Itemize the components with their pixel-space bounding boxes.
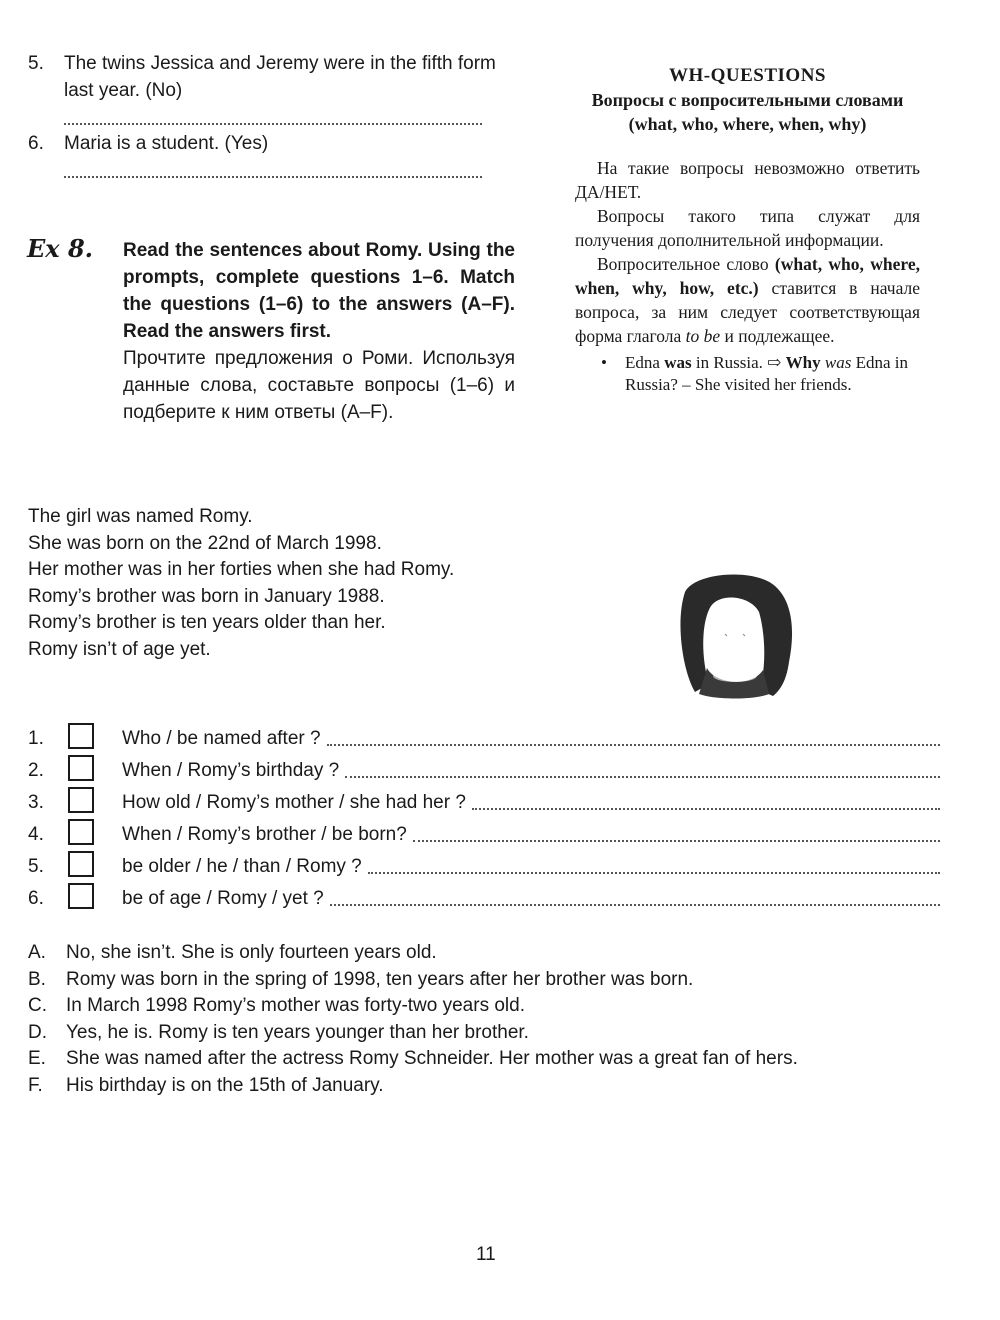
answer-checkbox[interactable] bbox=[68, 883, 94, 909]
question-number: 3. bbox=[28, 792, 44, 813]
bullet-icon: • bbox=[601, 353, 607, 372]
facts-list bbox=[28, 504, 454, 663]
question-prompt: be older / he / than / Romy ? bbox=[122, 856, 362, 877]
grammar-subtitle: Вопросы с вопросительными словами (what, who, where, when, why) bbox=[591, 90, 904, 134]
fact-line: Romy’s brother is ten years older than her. bbox=[28, 612, 386, 633]
item-text: Maria is a student. (Yes) bbox=[64, 133, 269, 154]
answer-line-5[interactable] bbox=[64, 123, 482, 125]
question-number: 6. bbox=[28, 888, 44, 909]
answer-line[interactable] bbox=[472, 808, 940, 810]
answer-item: C. In March 1998 Romy’s mother was forty-two years old. bbox=[28, 995, 525, 1017]
grammar-box bbox=[575, 64, 920, 396]
grammar-paragraph: На такие вопросы невозможно ответить ДА/НЕТ. bbox=[575, 158, 920, 202]
answer-item: A. No, she isn’t. She is only fourteen years old. bbox=[28, 942, 437, 963]
grammar-paragraph: Вопросительное слово (what, who, where, when, why, how, etc.) ставится в начале вопроса, за ним следует соответствующая форма глагола to be и подлежащее. bbox=[575, 254, 920, 346]
item-number: 6. bbox=[28, 133, 44, 154]
answers-list bbox=[28, 940, 798, 1100]
exercise-label: Ex 8. bbox=[27, 234, 94, 263]
question-number: 2. bbox=[28, 760, 44, 781]
arrow-right-icon: ⇨ bbox=[767, 353, 782, 372]
answer-item: E. She was named after the actress Romy Schneider. Her mother was a great fan of hers. bbox=[28, 1048, 798, 1070]
question-number: 1. bbox=[28, 728, 44, 749]
question-row bbox=[28, 720, 940, 752]
question-prompt: be of age / Romy / yet ? bbox=[122, 888, 324, 909]
fact-line: Romy’s brother was born in January 1988. bbox=[28, 585, 385, 607]
question-row bbox=[28, 848, 940, 880]
exercise-instructions bbox=[123, 237, 515, 426]
question-number: 5. bbox=[28, 856, 44, 877]
question-prompt: Who / be named after ? bbox=[122, 728, 321, 749]
exercise-item-6 bbox=[28, 130, 528, 157]
answer-checkbox[interactable] bbox=[68, 755, 94, 781]
answer-checkbox[interactable] bbox=[68, 819, 94, 845]
fact-line: She was born on the 22nd of March 1998. bbox=[28, 532, 382, 554]
answer-item: B. Romy was born in the spring of 1998, ten years after her brother was born. bbox=[28, 968, 694, 990]
answer-item: F. His birthday is on the 15th of January. bbox=[28, 1074, 384, 1096]
answer-checkbox[interactable] bbox=[68, 787, 94, 813]
page-number: 11 bbox=[476, 1244, 496, 1265]
instruction-russian: Прочтите предложения о Роми. Используя данные слова, составьте вопросы (1–6) и подберите к ним ответы (A–F). bbox=[123, 348, 515, 423]
question-number: 4. bbox=[28, 824, 44, 845]
question-row bbox=[28, 784, 940, 816]
item-text: The twins Jessica and Jeremy were in the fifth form last year. (No) bbox=[64, 53, 496, 101]
question-prompt: When / Romy’s brother / be born? bbox=[122, 824, 407, 845]
item-number: 5. bbox=[28, 53, 44, 74]
grammar-example: • Edna was in Russia. ⇨ Why was Edna in Russia? – She visited her friends. bbox=[601, 353, 908, 394]
question-row bbox=[28, 752, 940, 784]
answer-line[interactable] bbox=[368, 872, 940, 874]
question-prompt: When / Romy’s birthday ? bbox=[122, 760, 340, 781]
answer-line[interactable] bbox=[327, 744, 940, 746]
question-row bbox=[28, 816, 940, 848]
grammar-paragraph: Вопросы такого типа служат для получения дополнительной информации. bbox=[575, 206, 920, 250]
question-row bbox=[28, 880, 940, 912]
exercise-item-5 bbox=[28, 50, 528, 104]
answer-checkbox[interactable] bbox=[68, 851, 94, 877]
fact-line: Romy isn’t of age yet. bbox=[28, 638, 211, 660]
question-prompt: How old / Romy’s mother / she had her ? bbox=[122, 792, 466, 813]
answer-line[interactable] bbox=[345, 776, 940, 778]
girl-portrait-illustration bbox=[655, 572, 815, 702]
answer-line[interactable] bbox=[413, 840, 940, 842]
instruction-english: Read the sentences about Romy. Using the prompts, complete questions 1–6. Match the questions (1–6) to the answers (A–F). Read the answers first. bbox=[123, 240, 515, 342]
answer-checkbox[interactable] bbox=[68, 723, 94, 749]
fact-line: Her mother was in her forties when she had Romy. bbox=[28, 559, 455, 580]
answer-line-6[interactable] bbox=[64, 176, 482, 178]
fact-line: The girl was named Romy. bbox=[28, 506, 253, 527]
answer-line[interactable] bbox=[330, 904, 940, 906]
answer-item: D. Yes, he is. Romy is ten years younger than her brother. bbox=[28, 1021, 529, 1043]
grammar-title: WH-QUESTIONS bbox=[669, 65, 826, 86]
